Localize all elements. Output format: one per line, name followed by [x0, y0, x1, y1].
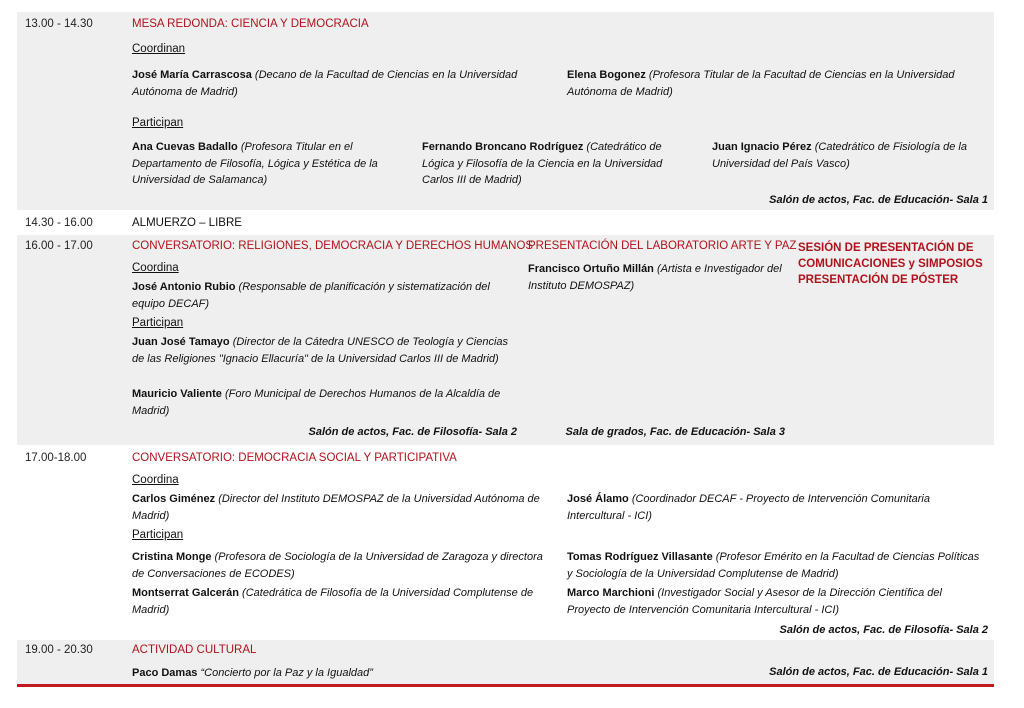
session-time: 16.00 - 17.00	[25, 240, 93, 252]
participants-label: Participan	[132, 529, 184, 541]
session-title: ALMUERZO – LIBRE	[132, 217, 242, 229]
location-label: Salón de actos, Fac. de Educación- Sala 1	[769, 194, 988, 206]
person-entry: Montserrat Galcerán (Catedrática de Filosofía de la Universidad Complutense de Madrid)	[132, 587, 534, 616]
location-label: Salón de actos, Fac. de Filosofía- Sala 2	[308, 426, 517, 438]
session-title: MESA REDONDA: CIENCIA Y DEMOCRACIA	[132, 18, 369, 30]
bottom-rule	[17, 684, 994, 687]
person-entry: Fernando Broncano Rodríguez (Catedrático de Lógica y Filosofía de la Ciencia en la Universidad Carlos III de Madrid)	[422, 141, 663, 186]
location-label: Salón de actos, Fac. de Filosofía- Sala 2	[779, 624, 988, 636]
session-17-00	[17, 448, 994, 638]
person-entry: Juan Ignacio Pérez (Catedrático de Fisiología de la Universidad del País Vasco)	[712, 141, 967, 170]
session-time: 19.00 - 20.30	[25, 644, 93, 656]
person-entry: Elena Bogonez (Profesora Titular de la Facultad de Ciencias en la Universidad Autónoma de Madrid)	[567, 69, 955, 98]
session-time: 17.00-18.00	[25, 452, 87, 464]
coordinators-label: Coordina	[132, 262, 179, 274]
session-13-00	[17, 12, 994, 210]
person-entry: Carlos Giménez (Director del Instituto DEMOSPAZ de la Universidad Autónoma de Madrid)	[132, 493, 540, 522]
session-time: 14.30 - 16.00	[25, 217, 93, 229]
person-entry: José Álamo (Coordinador DECAF - Proyecto de Intervención Comunitaria Intercultural - ICI)	[567, 493, 930, 522]
participants-label: Participan	[132, 317, 184, 329]
session-title: SESIÓN DE PRESENTACIÓN DE COMUNICACIONES y SIMPOSIOS PRESENTACIÓN DE PÓSTER	[798, 242, 983, 286]
coordinators-label: Coordinan	[132, 43, 186, 55]
person-entry: Francisco Ortuño Millán (Artista e Investigador del Instituto DEMOSPAZ)	[528, 263, 782, 292]
person-entry: Marco Marchioni (Investigador Social y Asesor de la Dirección Científica del Proyecto de Intervención Comunitaria Intercultural - ICI)	[567, 587, 942, 616]
coordinators-label: Coordina	[132, 474, 179, 486]
session-title: CONVERSATORIO: RELIGIONES, DEMOCRACIA Y DERECHOS HUMANOS	[132, 240, 534, 252]
session-16-00	[17, 235, 994, 445]
location-label: Sala de grados, Fac. de Educación- Sala 3	[565, 426, 785, 438]
person-entry: Mauricio Valiente (Foro Municipal de Derechos Humanos de la Alcaldía de Madrid)	[132, 388, 501, 417]
session-time: 13.00 - 14.30	[25, 18, 93, 30]
person-entry: Juan José Tamayo (Director de la Cátedra UNESCO de Teología y Ciencias de las Religiones "Ignacio Ellacuría" de la Universidad Carlos III de Madrid)	[132, 336, 509, 365]
session-14-30	[17, 212, 994, 234]
person-entry: Ana Cuevas Badallo (Profesora Titular en el Departamento de Filosofía, Lógica y Estética de la Universidad de Salamanca)	[132, 141, 378, 186]
session-title: CONVERSATORIO: DEMOCRACIA SOCIAL Y PARTICIPATIVA	[132, 452, 457, 464]
person-entry: José Antonio Rubio (Responsable de planificación y sistematización del equipo DECAF)	[132, 281, 490, 310]
session-title: PRESENTACIÓN DEL LABORATORIO ARTE Y PAZ	[528, 240, 797, 252]
person-entry: Paco Damas “Concierto por la Paz y la Igualdad”	[132, 667, 373, 679]
session-title: ACTIVIDAD CULTURAL	[132, 644, 257, 656]
person-entry: Tomas Rodríguez Villasante (Profesor Emérito en la Facultad de Ciencias Políticas y Sociología de la Universidad Complutense de Madrid)	[567, 551, 980, 580]
person-entry: Cristina Monge (Profesora de Sociología de la Universidad de Zaragoza y directora de Conversaciones de ECODES)	[132, 551, 543, 580]
location-label: Salón de actos, Fac. de Educación- Sala 1	[769, 666, 988, 678]
participants-label: Participan	[132, 117, 184, 129]
person-entry: José María Carrascosa (Decano de la Facultad de Ciencias en la Universidad Autónoma de Madrid)	[132, 69, 518, 98]
session-19-00	[17, 640, 994, 684]
